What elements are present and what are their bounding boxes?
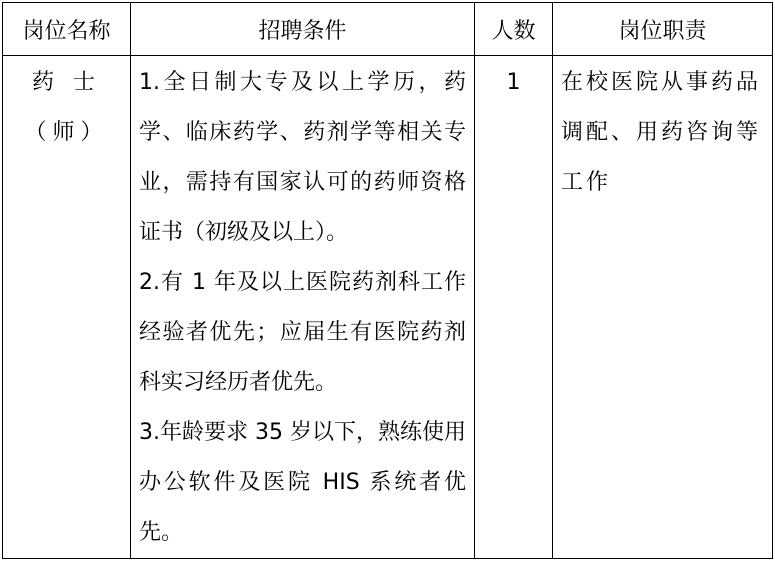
header-position: 岗位名称 — [3, 3, 131, 56]
header-row — [3, 3, 773, 56]
header-requirements: 招聘条件 — [131, 3, 475, 56]
requirement-item: 2.有 1 年及以上医院药剂科工作经验者优先；应届生有医院药剂科实习经历者优先。 — [139, 270, 466, 395]
duties-cell: 在校医院从事药品调配、用药咨询等工作 — [553, 56, 773, 559]
requirement-item: 1.全日制大专及以上学历，药学、临床药学、药剂学等相关专业，需持有国家认可的药师资格证书（初级及以上）。 — [139, 70, 466, 245]
header-count: 人数 — [475, 3, 553, 56]
table-row — [3, 56, 773, 559]
recruitment-table — [2, 2, 773, 559]
position-cell — [3, 56, 131, 559]
position-grade: （师） — [24, 120, 109, 145]
count-cell: 1 — [475, 56, 553, 559]
position-name: 药 士 — [32, 70, 101, 95]
header-duties: 岗位职责 — [553, 3, 773, 56]
requirement-item: 3.年龄要求 35 岁以下，熟练使用办公软件及医院 HIS 系统者优先。 — [139, 420, 466, 545]
requirements-cell — [131, 56, 475, 559]
